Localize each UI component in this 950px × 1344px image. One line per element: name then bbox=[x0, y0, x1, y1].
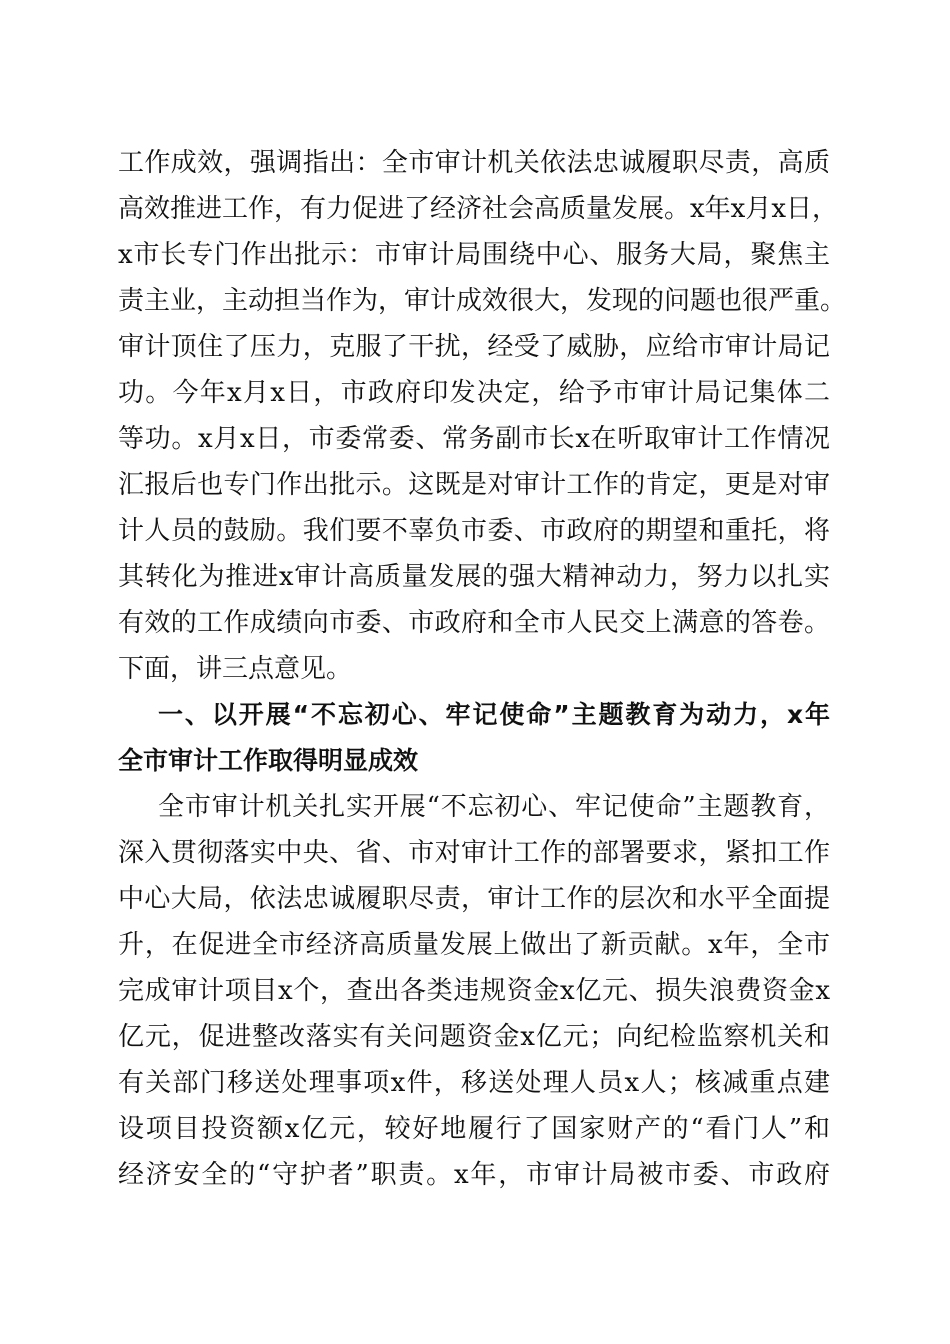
text-line: x市长专门作出批示：市审计局围绕中心、服务大局，聚焦主 bbox=[118, 240, 830, 270]
text-line: 等功。x月x日，市委常委、常务副市长x在听取审计工作情况 bbox=[118, 424, 830, 454]
heading-line: 全市审计工作取得明显成效 bbox=[118, 746, 419, 775]
text-line: 经济安全的“守护者”职责。x年，市审计局被市委、市政府 bbox=[118, 1160, 830, 1190]
text-line: 下面，讲三点意见。 bbox=[118, 654, 353, 684]
text-line: 审计顶住了压力，克服了干扰，经受了威胁，应给市审计局记 bbox=[118, 332, 830, 362]
text-line: 工作成效，强调指出：全市审计机关依法忠诚履职尽责，高质 bbox=[118, 148, 830, 178]
text-line: 完成审计项目x个，查出各类违规资金x亿元、损失浪费资金x bbox=[118, 976, 830, 1006]
text-line: 责主业，主动担当作为，审计成效很大，发现的问题也很严重。 bbox=[118, 286, 847, 316]
text-line: 有效的工作成绩向市委、市政府和全市人民交上满意的答卷。 bbox=[118, 608, 830, 638]
paragraph-section-1 bbox=[118, 784, 830, 1198]
text-line: 全市审计机关扎实开展“不忘初心、牢记使命”主题教育， bbox=[158, 792, 830, 822]
heading-line: 一、以开展“不忘初心、牢记使命”主题教育为动力，x年 bbox=[158, 700, 830, 729]
text-line: 升，在促进全市经济高质量发展上做出了新贡献。x年，全市 bbox=[118, 930, 830, 960]
text-line: 深入贯彻落实中央、省、市对审计工作的部署要求，紧扣工作 bbox=[118, 838, 830, 868]
text-line: 功。今年x月x日，市政府印发决定，给予市审计局记集体二 bbox=[118, 378, 830, 408]
text-line: 有关部门移送处理事项x件，移送处理人员x人；核减重点建 bbox=[118, 1068, 830, 1098]
section-heading-1 bbox=[118, 692, 830, 784]
paragraph-intro bbox=[118, 140, 847, 692]
body-text bbox=[118, 140, 847, 1198]
text-line: 其转化为推进x审计高质量发展的强大精神动力，努力以扎实 bbox=[118, 562, 830, 592]
text-line: 汇报后也专门作出批示。这既是对审计工作的肯定，更是对审 bbox=[118, 470, 830, 500]
text-line: 亿元，促进整改落实有关问题资金x亿元；向纪检监察机关和 bbox=[118, 1022, 830, 1052]
text-line: 高效推进工作，有力促进了经济社会高质量发展。x年x月x日， bbox=[118, 194, 838, 224]
text-line: 设项目投资额x亿元，较好地履行了国家财产的“看门人”和 bbox=[118, 1114, 830, 1144]
text-line: 计人员的鼓励。我们要不辜负市委、市政府的期望和重托，将 bbox=[118, 516, 830, 546]
text-line: 中心大局，依法忠诚履职尽责，审计工作的层次和水平全面提 bbox=[118, 884, 830, 914]
